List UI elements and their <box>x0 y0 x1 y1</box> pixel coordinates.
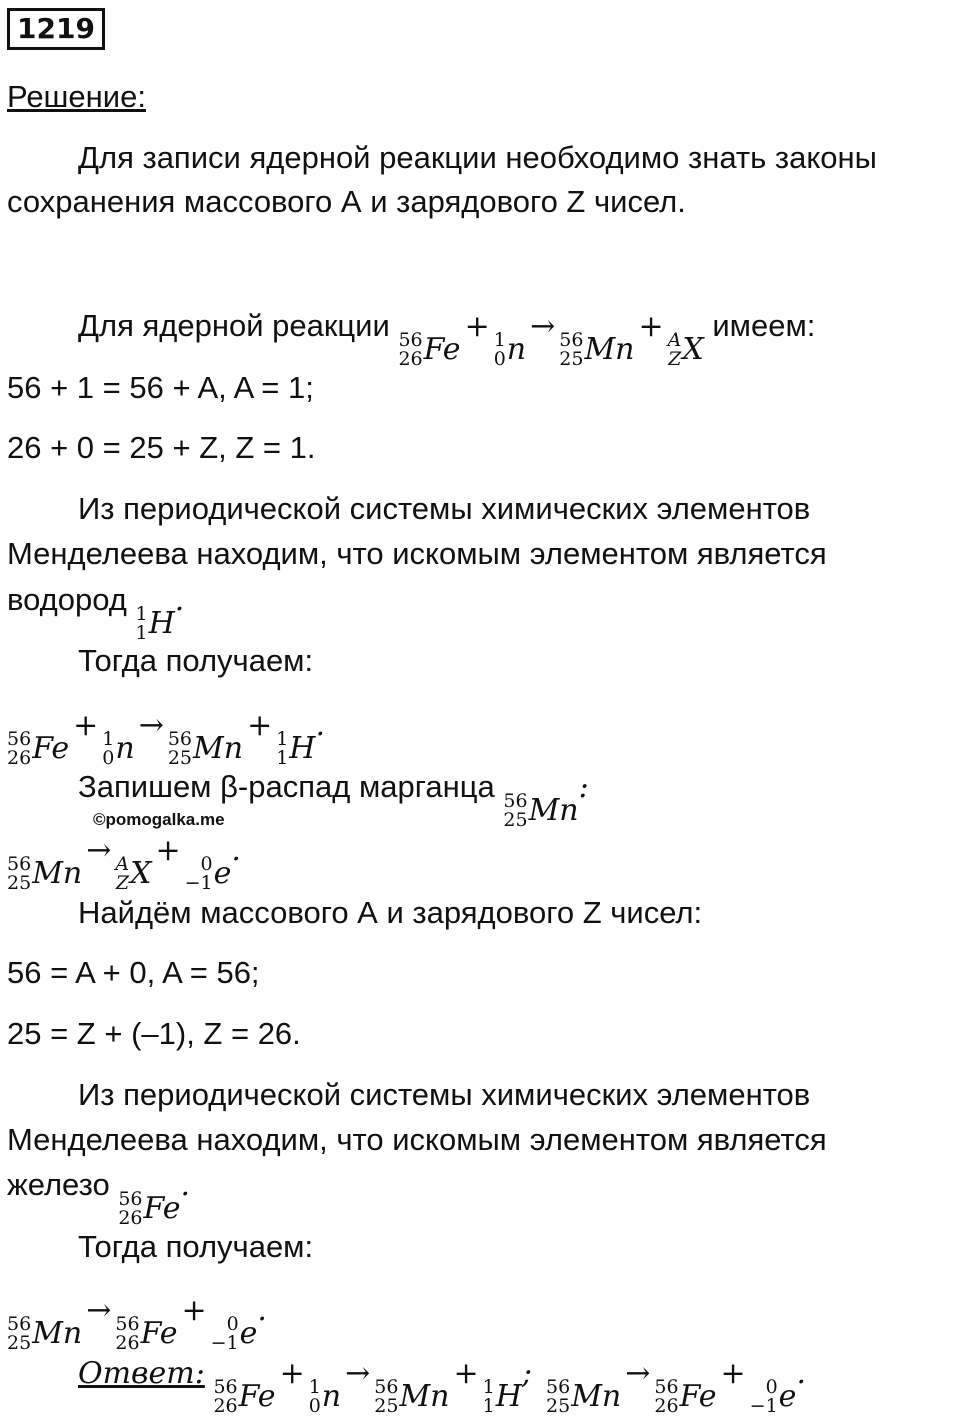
then-1: Тогда получаем: <box>78 643 314 678</box>
nuclide-fe: 56 26 Fe <box>115 1313 178 1354</box>
nuclide-electron: 0 −1 e <box>210 1313 258 1354</box>
nuclide-h: 1 1 H <box>276 728 316 769</box>
periodic-1-line-2: Менделеева находим, что искомым элементом является <box>7 536 827 571</box>
beta-decay-equation: 56 25 Mn → A Z X + 0 −1 e . <box>7 833 241 894</box>
nuclide-fe: 56 26 Fe <box>213 1376 276 1417</box>
answer-label: Ответ: <box>78 1356 205 1391</box>
nuclide-fe: 56 26 Fe <box>398 329 461 370</box>
element-1-line: водород 1 1 H . <box>7 582 185 644</box>
nuclide-mn: 56 25 Mn <box>374 1376 450 1417</box>
nuclide-mn: 56 25 Mn <box>546 1376 622 1417</box>
full-reaction-2: 56 25 Mn → 56 26 Fe + 0 −1 e . <box>7 1293 267 1354</box>
nuclide-fe: 56 26 Fe <box>118 1188 181 1229</box>
nuclide-x: A Z X <box>115 853 152 894</box>
problem-number: 1219 <box>7 8 105 50</box>
periodic-2-line-2: Менделеева находим, что искомым элементом является <box>7 1122 827 1157</box>
intro-line-2: сохранения массового А и зарядового Z чисел. <box>7 184 686 219</box>
reaction-1-tail: имеем: <box>712 308 816 343</box>
nuclide-n: 1 0 n <box>308 1376 342 1417</box>
answer-line: Ответ: 56 26 Fe + 1 0 n → 56 25 Mn + 1 1 H ; 56 25 Mn → 56 26 Fe + 0 −1 e . <box>78 1356 806 1417</box>
nuclide-mn: 56 25 Mn <box>503 790 579 831</box>
element-2-text: железо <box>7 1167 110 1202</box>
watermark: ©pomogalka.me <box>93 810 225 829</box>
then-2: Тогда получаем: <box>78 1229 314 1264</box>
solution-heading: Решение: <box>7 79 146 114</box>
find-line: Найдём массового А и зарядового Z чисел: <box>78 895 703 930</box>
element-1-text: водород <box>7 582 127 617</box>
intro-line-1: Для записи ядерной реакции необходимо знать законы <box>78 140 877 175</box>
nuclide-mn: 56 25 Mn <box>7 1313 83 1354</box>
nuclide-electron: 0 −1 e <box>749 1376 797 1417</box>
element-2-line: железо 56 26 Fe . <box>7 1167 190 1229</box>
nuclide-n: 1 0 n <box>493 329 527 370</box>
nuclide-mn: 56 25 Mn <box>559 329 635 370</box>
charge-equation-1: 26 + 0 = 25 + Z, Z = 1. <box>7 430 316 465</box>
nuclide-h: 1 1 H <box>482 1376 522 1417</box>
mass-equation-1: 56 + 1 = 56 + A, A = 1; <box>7 370 314 405</box>
nuclide-electron: 0 −1 e <box>184 853 232 894</box>
beta-decay-text: Запишем β-распад марганца <box>78 769 495 804</box>
nuclide-fe: 56 26 Fe <box>7 728 70 769</box>
beta-decay-line: Запишем β-распад марганца 56 25 Mn : <box>78 769 589 831</box>
reaction-1-text: Для ядерной реакции <box>78 308 390 343</box>
nuclide-mn: 56 25 Mn <box>7 853 83 894</box>
reaction-1-line: Для ядерной реакции 56 26 Fe + 1 0 n → 56 25 Mn + A Z X имеем: <box>78 308 816 370</box>
full-reaction-1: 56 26 Fe + 1 0 n → 56 25 Mn + 1 1 H . <box>7 708 326 769</box>
nuclide-x: A Z X <box>667 329 704 370</box>
charge-equation-2: 25 = Z + (–1), Z = 26. <box>7 1016 301 1051</box>
mass-equation-2: 56 = A + 0, A = 56; <box>7 955 260 990</box>
nuclide-n: 1 0 n <box>102 728 135 769</box>
nuclide-h: 1 1 H <box>135 603 175 644</box>
periodic-2-line-1: Из периодической системы химических элементов <box>78 1077 811 1112</box>
nuclide-mn: 56 25 Mn <box>167 728 244 769</box>
periodic-1-line-1: Из периодической системы химических элементов <box>78 491 811 526</box>
nuclide-fe: 56 26 Fe <box>654 1376 717 1417</box>
